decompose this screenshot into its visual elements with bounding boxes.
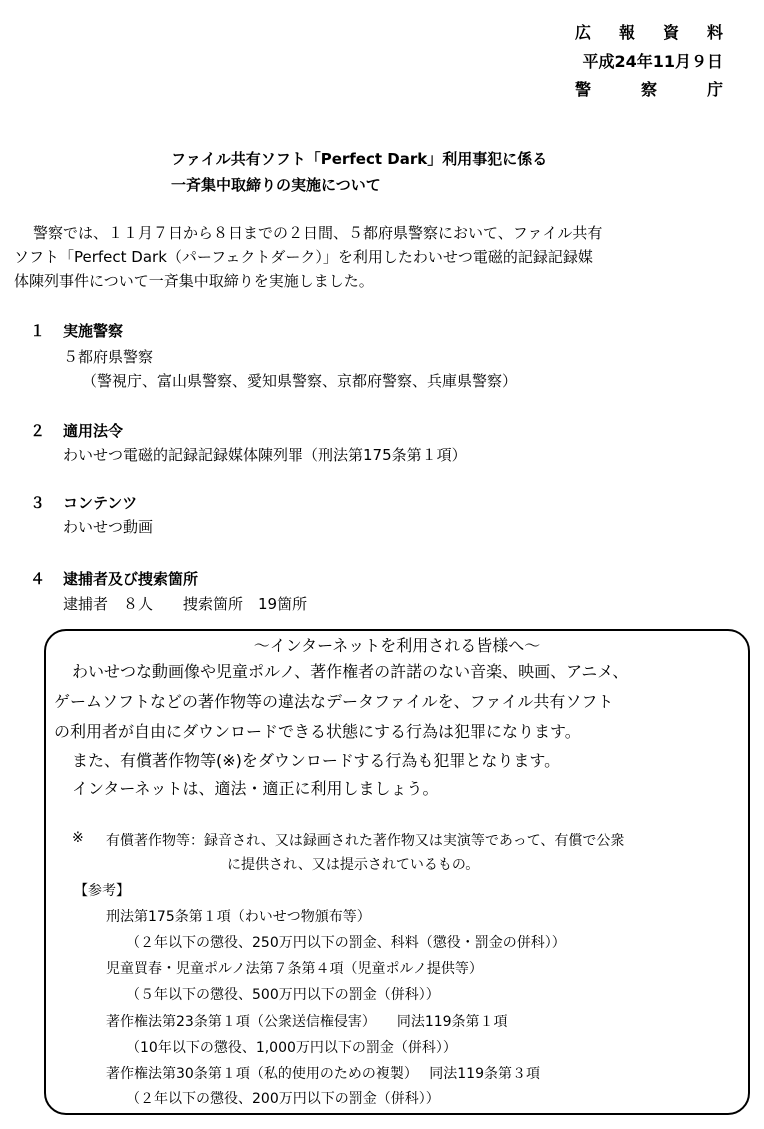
section-number: １ <box>30 322 46 340</box>
note-marker: ※ <box>72 830 84 846</box>
reference-penalty: （10年以下の懲役、1,000万円以下の罰金（併科）） <box>126 1040 457 1056</box>
section-number: ２ <box>30 422 46 440</box>
section-heading-police: 実施警察 <box>63 322 124 340</box>
section-text: 逮捕者 ８人 捜索箇所 19箇所 <box>63 595 308 613</box>
doc-type-char: 資 <box>662 23 679 42</box>
note-definition: に提供され、又は提示されているもの。 <box>227 857 480 873</box>
section-text: わいせつ動画 <box>63 518 154 536</box>
doc-type-char: 料 <box>706 23 723 42</box>
section-number: ４ <box>30 570 46 588</box>
reference-penalty: （２年以下の懲役、200万円以下の罰金（併科）） <box>126 1091 440 1107</box>
notice-title: ～インターネットを利用される皆様へ～ <box>253 636 541 655</box>
notice-box <box>44 629 750 1115</box>
intro-line: 警察では、１１月７日から８日までの２日間、５都府県警察において、ファイル共有 <box>33 224 603 242</box>
notice-paragraph-line: わいせつな動画像や児童ポルノ、著作権者の許諾のない音楽、映画、アニメ、 <box>72 662 629 681</box>
section-heading-contents: コンテンツ <box>63 494 138 512</box>
intro-line: ソフト「Perfect Dark（パーフェクトダーク）」を利用したわいせつ電磁的記録記録媒 <box>14 248 593 266</box>
notice-paragraph-line: の利用者が自由にダウンロードできる状態にする行為は犯罪になります。 <box>54 722 581 741</box>
reference-penalty: （５年以下の懲役、500万円以下の罰金（併科）） <box>126 987 440 1003</box>
note-definition: 有償著作物等：録音され、又は録画された著作物又は実演等であって、有償で公衆 <box>106 833 625 849</box>
document-type-label <box>575 20 723 43</box>
reference-penalty: （２年以下の懲役、250万円以下の罰金、科料（懲役・罰金の併科）） <box>126 935 566 951</box>
document-title-line1: ファイル共有ソフト「Perfect Dark」利用事犯に係る <box>171 150 548 168</box>
section-number: ３ <box>30 494 46 512</box>
reference-item: 児童買春・児童ポルノ法第７条第４項（児童ポルノ提供等） <box>106 961 483 977</box>
notice-paragraph-line: また、有償著作物等(※)をダウンロードする行為も犯罪となります。 <box>72 751 561 770</box>
agency-char: 警 <box>575 80 592 99</box>
section-heading-law: 適用法令 <box>63 422 124 440</box>
reference-item: 著作権法第30条第１項（私的使用のための複製） 同法119条第３項 <box>106 1066 540 1082</box>
notice-paragraph-line: インターネットは、適法・適正に利用しましょう。 <box>72 779 439 798</box>
agency-char: 庁 <box>706 80 723 99</box>
section-text: わいせつ電磁的記録記録媒体陳列罪（刑法第175条第１項） <box>63 446 467 464</box>
reference-item: 刑法第175条第１項（わいせつ物頒布等） <box>106 909 371 925</box>
reference-item: 著作権法第23条第１項（公衆送信権侵害） 同法119条第１項 <box>106 1014 508 1030</box>
document-title-line2: 一斉集中取締りの実施について <box>171 176 381 194</box>
doc-type-char: 広 <box>575 23 592 42</box>
document-date: 平成24年11月９日 <box>582 52 723 71</box>
section-heading-arrests: 逮捕者及び捜索箇所 <box>63 570 199 588</box>
section-text: ５都府県警察 <box>63 348 154 366</box>
notice-paragraph-line: ゲームソフトなどの著作物等の違法なデータファイルを、ファイル共有ソフト <box>54 692 614 711</box>
agency-char: 察 <box>640 80 657 99</box>
reference-heading: 【参考】 <box>74 883 130 899</box>
section-text: （警視庁、富山県警察、愛知県警察、京都府警察、兵庫県警察） <box>82 372 518 390</box>
intro-line: 体陳列事件について一斉集中取締りを実施しました。 <box>14 272 374 290</box>
doc-type-char: 報 <box>618 23 635 42</box>
issuing-agency <box>575 77 723 100</box>
